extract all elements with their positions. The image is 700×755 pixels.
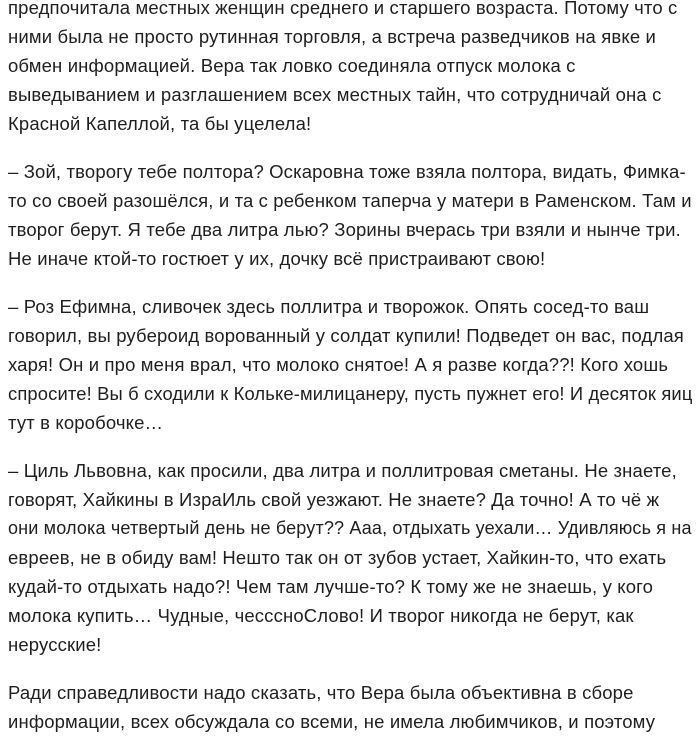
text-line: евреев, не в обиду вам! Нешто так он от зубов устает, Хайкин-то, что ехать xyxy=(8,547,667,568)
text-line: нерусские! xyxy=(8,634,102,655)
text-line: выведыванием и разглашением всех местных тайн, что сотрудничай она с xyxy=(8,84,662,105)
text-line: – Циль Львовна, как просили, два литра и поллитровая сметаны. Не знаете, xyxy=(8,460,677,481)
article-body xyxy=(8,0,696,755)
paragraph-dialogue-tsil xyxy=(8,456,696,659)
text-line: – Роз Ефимна, сливочек здесь поллитра и творожок. Опять сосед-то ваш xyxy=(8,296,650,317)
paragraph-dialogue-roza xyxy=(8,292,696,437)
text-line: молока купить… Чудные, чесссноСлово! И творог никогда не берут, как xyxy=(8,605,634,626)
paragraph-conclusion xyxy=(8,678,696,736)
text-line: говорил, вы рубероид ворованный у солдат купили! Подведет он вас, подлая xyxy=(8,325,684,346)
paragraph-intro xyxy=(8,0,696,138)
text-line: говорят, Хайкины в ИзраИль свой уезжают. Не знаете? Да точно! А то чё ж xyxy=(8,489,660,510)
paragraph-dialogue-zoya xyxy=(8,157,696,273)
text-line: ними была не просто рутинная торговля, а встреча разведчиков на явке и xyxy=(8,26,657,47)
text-line: Ради справедливости надо сказать, что Вера была объективна в сборе xyxy=(8,682,634,703)
text-line: обмен информацией. Вера так ловко соединяла отпуск молока с xyxy=(8,55,576,76)
text-line: информации, всех обсуждала со всеми, не имела любимчиков, и поэтому xyxy=(8,711,656,732)
text-line: Не иначе ктой-то гостюет у их, дочку всё пристраивают свою! xyxy=(8,248,546,269)
text-line: творог берут. Я тебе два литра лью? Зорины вчерась три взяли и нынче три. xyxy=(8,219,681,240)
text-line: Красной Капеллой, та бы уцелела! xyxy=(8,113,312,134)
text-line: тут в коробочке… xyxy=(8,412,164,433)
text-line: спросите! Вы б сходили к Кольке-милицанеру, пусть пужнет его! И десяток яиц xyxy=(8,383,693,404)
text-line: харя! Он и про меня врал, что молоко снятое! А я разве когда??! Кого хошь xyxy=(8,354,669,375)
text-line: предпочитала местных женщин среднего и старшего возраста. Потому что с xyxy=(8,0,678,18)
text-line: то со своей разошёлся, и та с ребенком таперча у матери в Раменском. Там и xyxy=(8,190,692,211)
text-line: – Зой, творогу тебе полтора? Оскаровна тоже взяла полтора, видать, Фимка- xyxy=(8,161,686,182)
text-line: кудай-то отдыхать надо?! Чем там лучше-то? К тому же не знаешь, у кого xyxy=(8,576,654,597)
text-line: они молока четвертый день не берут?? Ааа, отдыхать уехали… Удивляюсь я на xyxy=(8,518,692,538)
